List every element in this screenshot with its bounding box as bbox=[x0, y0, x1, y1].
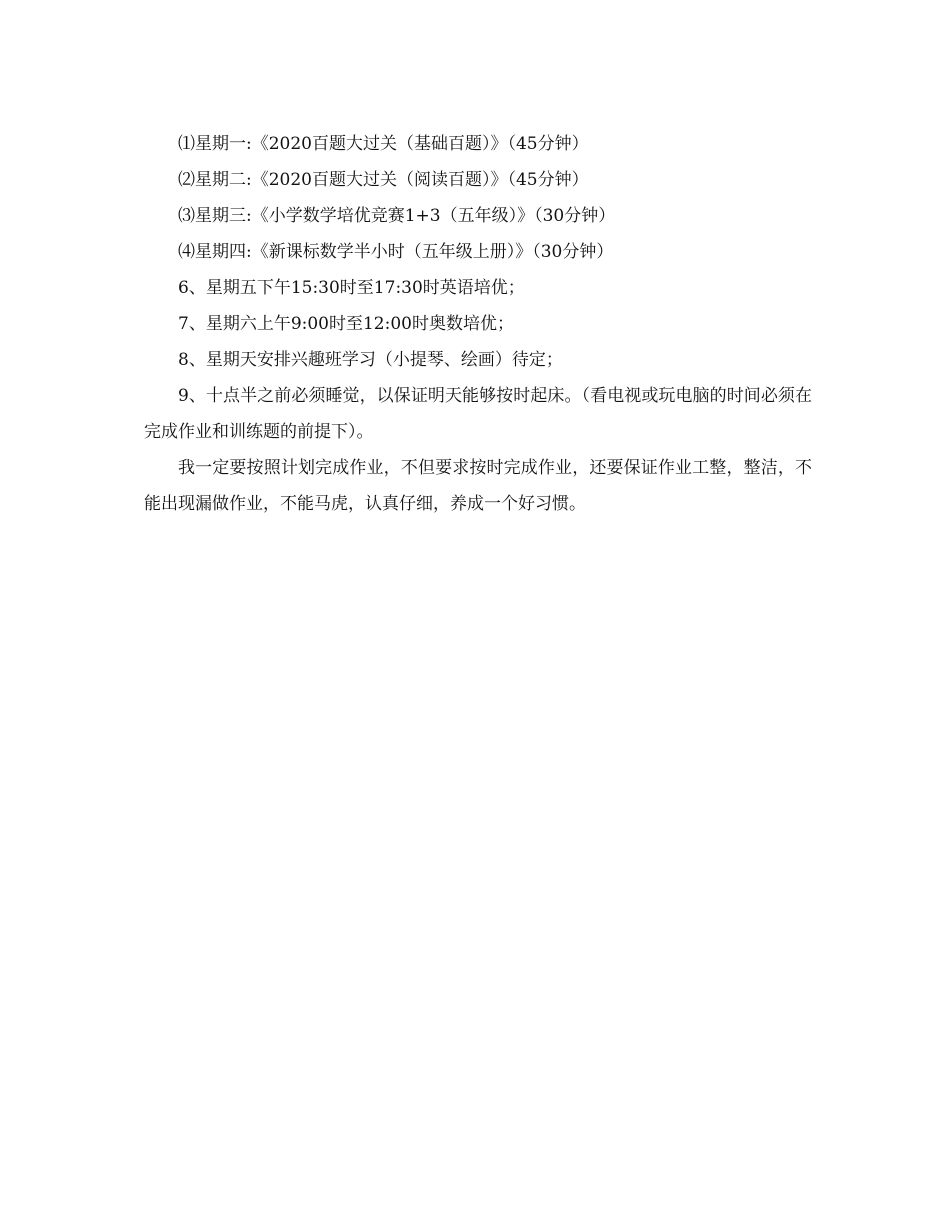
closing-paragraph: 我一定要按照计划完成作业，不但要求按时完成作业，还要保证作业工整，整洁，不能出现漏做作业，不能马虎，认真仔细，养成一个好习惯。 bbox=[144, 458, 812, 514]
schedule-line-friday: 6、星期五下午15:30时至17:30时英语培优； bbox=[178, 278, 525, 298]
schedule-line-monday: ⑴星期一:《2020百题大过关（基础百题）》（45分钟） bbox=[178, 134, 589, 154]
schedule-line-wednesday: ⑶星期三:《小学数学培优竞赛1+3（五年级）》（30分钟） bbox=[178, 206, 616, 226]
schedule-line-sunday: 8、星期天安排兴趣班学习（小提琴、绘画）待定； bbox=[178, 350, 563, 370]
schedule-line-saturday: 7、星期六上午9:00时至12:00时奥数培优； bbox=[178, 314, 514, 334]
schedule-line-thursday: ⑷星期四:《新课标数学半小时（五年级上册）》（30分钟） bbox=[178, 242, 614, 262]
document-body bbox=[144, 126, 812, 522]
schedule-line-tuesday: ⑵星期二:《2020百题大过关（阅读百题）》（45分钟） bbox=[178, 170, 589, 190]
bedtime-paragraph: 9、十点半之前必须睡觉，以保证明天能够按时起床。（看电视或玩电脑的时间必须在完成作业和训练题的前提下）。 bbox=[144, 386, 812, 442]
